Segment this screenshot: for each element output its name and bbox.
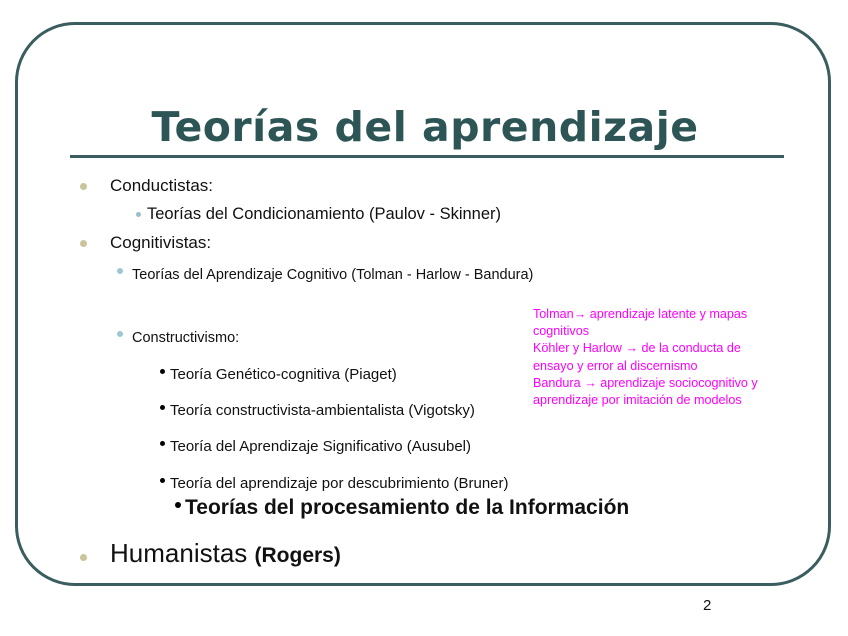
bullet-humanistas — [110, 538, 341, 569]
bullet-piaget: Teoría Genético-cognitiva (Piaget) — [170, 366, 397, 383]
note-line: cognitivos — [533, 324, 590, 339]
sub-bullet-dot — [117, 268, 123, 274]
title-underline — [70, 155, 784, 158]
black-bullet — [160, 441, 165, 446]
black-bullet — [160, 478, 165, 483]
note-line: ensayo y error al discernismo — [533, 358, 698, 373]
humanistas-label: Humanistas — [110, 538, 248, 568]
bullet-conductistas: Conductistas: — [110, 176, 213, 195]
bullet-constructivismo: Constructivismo: — [132, 330, 240, 346]
bullet-vigotsky: Teoría constructivista-ambientalista (Vigotsky) — [170, 402, 475, 419]
black-bullet — [175, 502, 181, 508]
slide-title: Teorías del aprendizaje — [151, 103, 699, 151]
annotation-note — [533, 306, 803, 409]
black-bullet — [160, 405, 165, 410]
note-line: Tolman→ aprendizaje latente y mapas — [533, 307, 748, 321]
page-number: 2 — [703, 597, 712, 614]
bullet-bruner: Teoría del aprendizaje por descubrimiento (Bruner) — [170, 475, 509, 492]
bullet-procesamiento: Teorías del procesamiento de la Información — [185, 496, 630, 519]
bullet-cognitivistas: Cognitivistas: — [110, 233, 212, 252]
bullet-dot — [80, 240, 87, 247]
bullet-dot — [80, 554, 87, 561]
bullet-ausubel: Teoría del Aprendizaje Significativo (Ausubel) — [170, 438, 472, 455]
bullet-condicionamiento: Teorías del Condicionamiento (Paulov - Skinner) — [147, 205, 502, 223]
bullet-dot — [80, 183, 87, 190]
note-line: aprendizaje por imitación de modelos — [533, 393, 742, 408]
bullet-aprendizaje-cognitivo: Teorías del Aprendizaje Cognitivo (Tolman - Harlow - Bandura) — [132, 267, 534, 283]
note-line: Köhler y Harlow → de la conducta de — [533, 341, 741, 356]
note-line: Bandura → aprendizaje sociocognitivo y — [533, 375, 758, 390]
sub-bullet-dot — [136, 212, 141, 217]
sub-bullet-dot — [117, 331, 123, 337]
black-bullet — [160, 369, 165, 374]
rogers-label: (Rogers) — [254, 544, 341, 567]
